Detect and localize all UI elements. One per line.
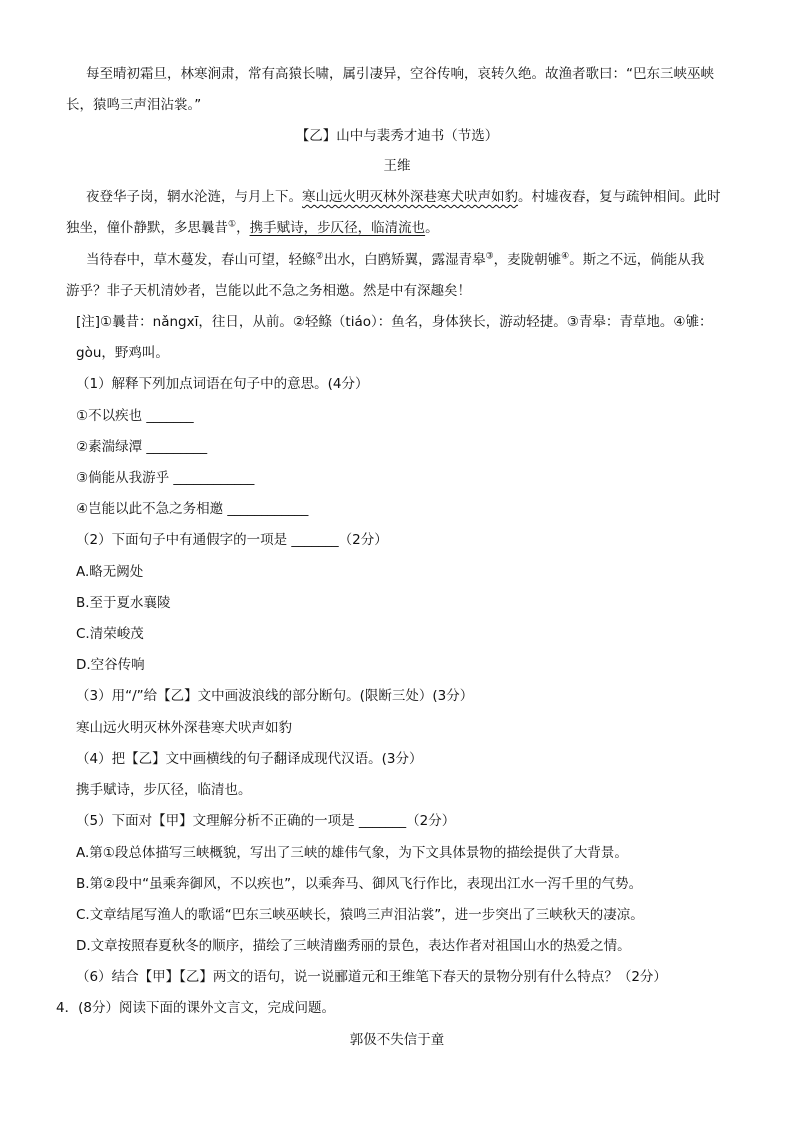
yi-p2-text-c: 。 <box>425 220 439 236</box>
question-2-option-a: A.略无阙处 <box>76 564 144 580</box>
question-1-item-4: ④岂能以此不急之务相邀 ____________ <box>76 501 309 517</box>
question-2-option-c: C.清荣峻茂 <box>76 626 144 642</box>
question-5-option-b: B.第②段中“虽乘奔御风，不以疾也”，以乘奔马、御风飞行作比，表现出江水一泻千里的气势。 <box>76 876 643 892</box>
question-1-item-2: ②素湍绿潭 _________ <box>76 439 208 455</box>
notes-line-1: [注]①曩昔：nǎngxī，往日，从前。②轻鲦（tiáo）：鱼名，身体狭长，游动轻捷。③青皋：青草地。④雊： <box>76 314 713 330</box>
yi-p3-text-c: ，麦陇朝雊 <box>493 252 562 268</box>
question-4-text: 携手赋诗，步仄径，临清也。 <box>76 782 252 798</box>
section-4-heading: 4．(8分）阅读下面的课外文言文，完成问题。 <box>56 1000 335 1016</box>
yi-title: 【乙】山中与裴秀才迪书（节选） <box>295 128 499 144</box>
section-4-title: 郭伋不失信于童 <box>349 1032 445 1048</box>
footnote-marker-4: ④ <box>561 251 570 262</box>
question-1: （1）解释下列加点词语在句子中的意思。(4分） <box>76 376 369 392</box>
question-5-option-a: A.第①段总体描写三峡概貌，写出了三峡的雄伟气象，为下文具体景物的描绘提供了大背景。 <box>76 845 628 861</box>
question-2: （2）下面句子中有通假字的一项是 _______（2分） <box>76 532 388 548</box>
question-1-item-1: ①不以疾也 _______ <box>76 408 194 424</box>
question-1-item-3: ③倘能从我游乎 ____________ <box>76 470 255 486</box>
yi-p2-text-b: ， <box>236 220 250 236</box>
question-2-option-b: B.至于夏水襄陵 <box>76 595 171 611</box>
question-6: （6）结合【甲】【乙】两文的语句，说一说郦道元和王维笔下春天的景物分别有什么特点？（2分） <box>76 969 667 985</box>
question-2-option-d: D.空谷传响 <box>76 657 145 673</box>
yi-paragraph-line-2 <box>66 218 439 238</box>
notes-line-2: gòu，野鸡叫。 <box>76 345 169 361</box>
yi-p2-text-a: 独坐，僮仆静默，多思曩昔 <box>66 220 228 236</box>
question-4: （4）把【乙】文中画横线的句子翻译成现代汉语。(3分） <box>76 751 423 767</box>
footnote-marker-3: ③ <box>485 251 494 262</box>
yi-p1-text-a: 夜登华子岗，辋水沦涟，与月上下。 <box>86 189 302 205</box>
underlined-sentence: 携手赋诗，步仄径，临清流也 <box>249 220 426 236</box>
question-5-option-d: D.文章按照春夏秋冬的顺序，描绘了三峡清幽秀丽的景色，表达作者对祖国山水的热爱之情。 <box>76 938 631 954</box>
footnote-marker-1: ① <box>228 219 237 230</box>
yi-p1-text-b: 。村墟夜舂，复与疏钟相间。此时 <box>518 189 721 205</box>
yi-p3-text-d: 。斯之不远，倘能从我 <box>569 252 705 268</box>
yi-author: 王维 <box>383 158 411 174</box>
question-3: （3）用“/”给【乙】文中画波浪线的部分断句。(限断三处）(3分） <box>76 688 474 704</box>
yi-paragraph-line-3 <box>86 250 704 270</box>
wavy-underlined-sentence: 寒山远火明灭林外深巷寒犬吠声如豹 <box>302 189 518 205</box>
yi-p3-text-b: 出水，白鸥矫翼，露湿青皋 <box>323 252 486 268</box>
yi-paragraph-line-4: 游乎？非子天机清妙者，岂能以此不急之务相邀。然是中有深趣矣！ <box>66 283 471 299</box>
yi-p3-text-a: 当待春中，草木蔓发，春山可望，轻鲦 <box>86 252 316 268</box>
jia-paragraph-line-1: 每至晴初霜旦，林寒涧肃，常有高猿长啸，属引凄异，空谷传响，哀转久绝。故渔者歌曰：“巴东三峡巫峡 <box>86 66 714 82</box>
question-5: （5）下面对【甲】文理解分析不正确的一项是 _______（2分） <box>76 813 456 829</box>
yi-paragraph-line-1 <box>86 187 721 207</box>
jia-paragraph-line-2: 长，猿鸣三声泪沾裳。” <box>66 97 202 113</box>
footnote-marker-2: ② <box>315 251 324 262</box>
question-3-text: 寒山远火明灭林外深巷寒犬吠声如豹 <box>76 720 292 736</box>
question-5-option-c: C.文章结尾写渔人的歌谣“巴东三峡巫峡长，猿鸣三声泪沾裳”，进一步突出了三峡秋天的凄凉。 <box>76 907 644 923</box>
